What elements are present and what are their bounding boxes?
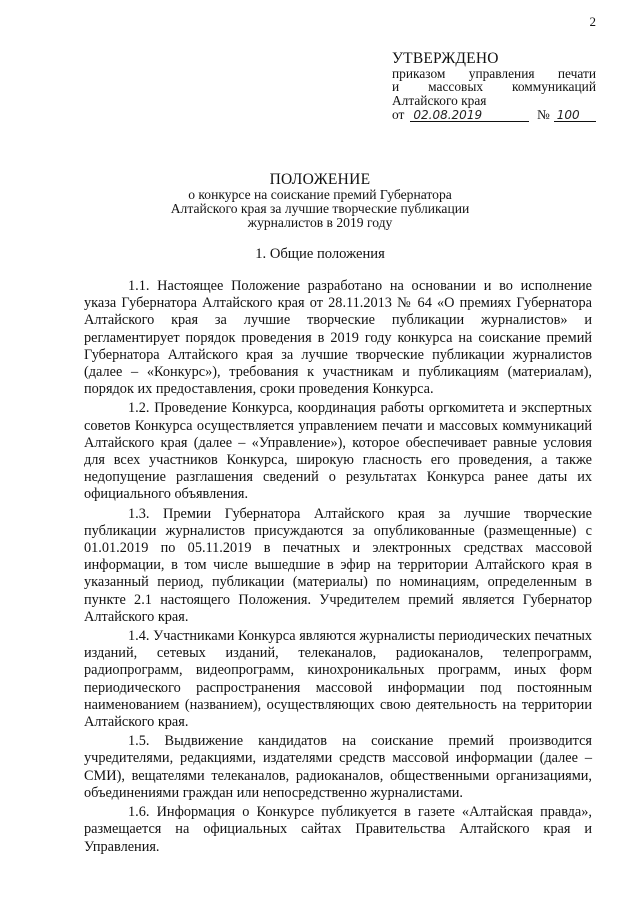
approval-date-row (392, 108, 596, 122)
title-main: ПОЛОЖЕНИЕ (269, 171, 371, 188)
title-line: Алтайского края за лучшие творческие публикации (170, 201, 470, 216)
title-line: о конкурсе на соискание премий Губернатора (188, 187, 452, 202)
approval-block (392, 52, 596, 122)
paragraph: 1.1. Настоящее Положение разработано на основании и во исполнение указа Губернатора Алтайского края от 28.11.2013 № 64 «О премиях Губернатора Алтайского края за лучшие творческие публикации журналистов» и регламентирует порядок проведения в 2019 году конкурса на соискание премий Губернатора Алтайского края за лучшие творческие публикации журналистов (далее – «Конкурс»), требования к участникам и публикациям (материалам), порядок их предоставления, сроки проведения Конкурса. (84, 278, 592, 398)
paragraph: 1.2. Проведение Конкурса, координация работы оргкомитета и экспертных советов Конкурса осуществляется управлением печати и массовых коммуникаций Алтайского края (далее – «Управление»), которое обеспечивает равные условия для всех участников Конкурса, широкую гласность его проведения, а также недопущение разглашения сведений о результатах Конкурса ранее даты их официального объявления. (84, 400, 592, 503)
number-prefix: № (536, 107, 550, 122)
approval-heading: УТВЕРЖДЕНО (392, 50, 499, 67)
approval-line: и массовых коммуникаций (392, 79, 596, 94)
paragraph: 1.5. Выдвижение кандидатов на соискание премий производится учредителями, редакциями, издателями средств массовой информации (далее – СМИ), вещателями телеканалов, радиоканалов, общественными организациями, объединениями граждан или непосредственно журналистами. (84, 733, 592, 801)
paragraph: 1.4. Участниками Конкурса являются журналисты периодических печатных изданий, сетевых изданий, телеканалов, радиоканалов, телепрограмм, радиопрограмм, видеопрограмм, кинохроникальных программ, иных форм периодического распространения массовой информации под постоянным наименованием (названием), осуществляющих свою деятельность на территории Алтайского края. (84, 628, 592, 731)
title-line: журналистов в 2019 году (247, 215, 393, 230)
page-number: 2 (589, 14, 596, 29)
paragraph: 1.3. Премии Губернатора Алтайского края за лучшие творческие публикации журналистов присуждаются за опубликованные (размещенные) с 01.01.2019 по 05.11.2019 в печатных и электронных средствах массовой информации, в том числе вышедшие в эфир на территории Алтайского края в указанный период, публикации (материалы) по номинациям, определенным в пункте 2.1 настоящего Положения. Учредителем премий является Губернатор Алтайского края. (84, 505, 592, 625)
handwritten-date: 02.08.2019 (410, 109, 529, 122)
document-body (84, 278, 592, 858)
handwritten-number: 100 (554, 109, 596, 122)
paragraph: 1.6. Информация о Конкурсе публикуется в газете «Алтайская правда», размещается на официальных сайтах Правительства Алтайского края и Управления. (84, 804, 592, 855)
date-prefix: от (392, 107, 405, 122)
approval-line: Алтайского края (392, 92, 487, 108)
document-title (0, 172, 640, 230)
approval-line: приказом управления печати (392, 65, 596, 81)
section-heading: 1. Общие положения (255, 246, 385, 262)
